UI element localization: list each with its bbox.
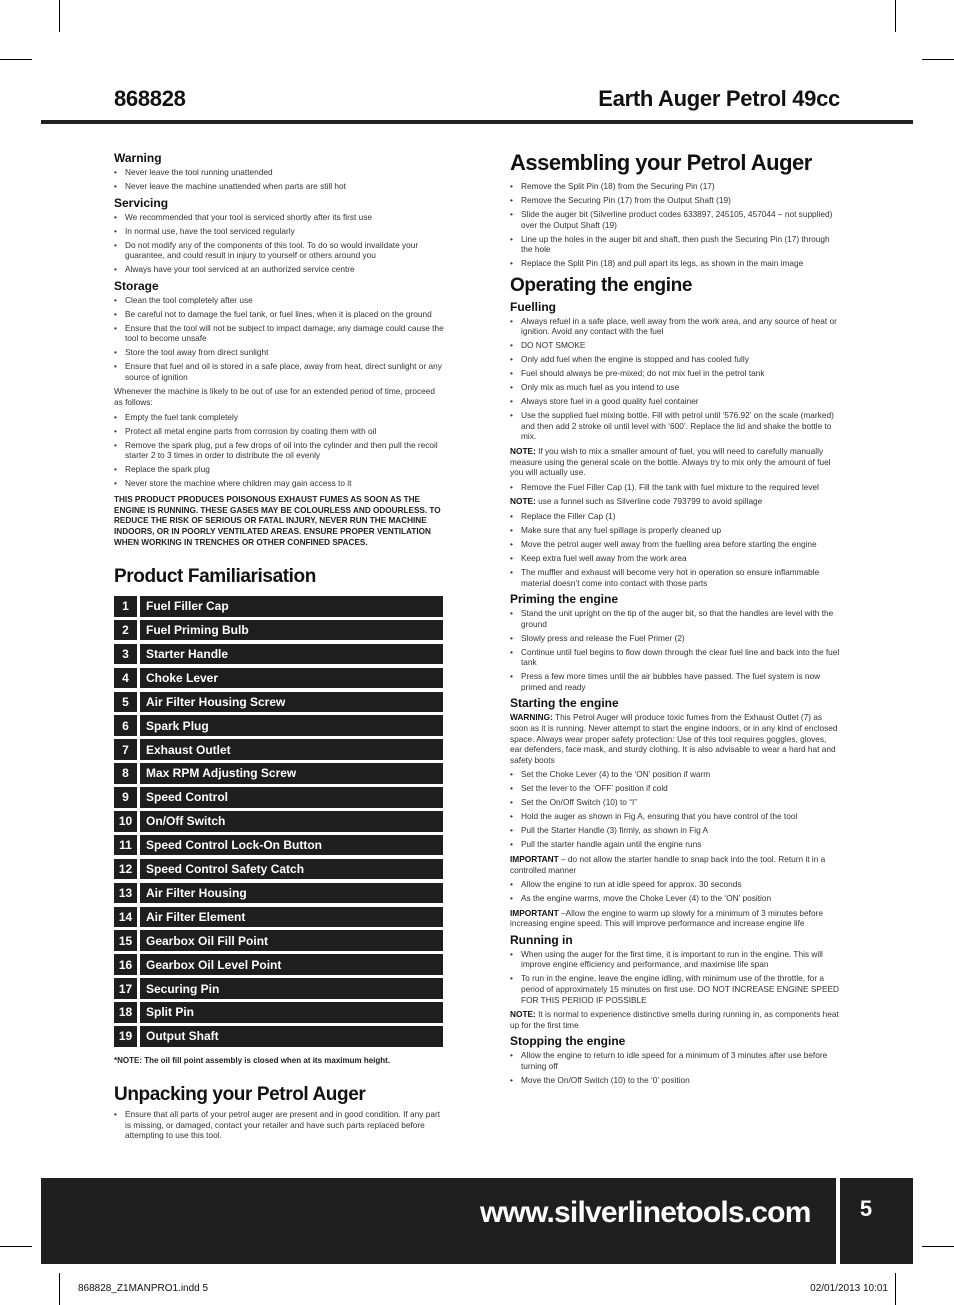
part-row	[114, 907, 443, 928]
storage-paragraph: Whenever the machine is likely to be out of use for an extended period of time, proceed as follows:	[114, 386, 435, 408]
part-row	[114, 930, 443, 951]
list-item: • Remove the Fuel Filler Cap (1). Fill the tank with fuel mixture to the required level	[510, 482, 840, 493]
list-item: • DO NOT SMOKE	[510, 340, 840, 351]
warning-text: This Petrol Auger will produce toxic fumes from the Exhaust Outlet (7) as soon as it is running. Never attempt to start the engine indoors, or in any kind of enclosed space. Always wear proper safety protection: Use of this tool requires goggles, gloves, ear defenders, face mask, and sturdy clothing. It is also advisable to wear a hard hat and safety boots	[510, 712, 838, 765]
priming-list	[510, 608, 840, 692]
list-item: • Protect all metal engine parts from corrosion by coating them with oil	[114, 426, 444, 437]
slug-date: 02/01/2013 10:01	[810, 1283, 888, 1294]
fuelling-note-2	[510, 496, 840, 507]
stopping-heading: Stopping the engine	[510, 1034, 626, 1049]
list-item: • Slowly press and release the Fuel Primer (2)	[510, 633, 840, 644]
list-item: • Ensure that the tool will not be subject to impact damage; any damage could cause the tool to become unsafe	[114, 323, 444, 344]
part-name: Starter Handle	[140, 644, 443, 665]
list-item: • Remove the spark plug, put a few drops of oil into the cylinder and then pull the recoil starter 2 to 3 times in order to distribute the oil evenly	[114, 440, 444, 461]
list-item: • To run in the engine, leave the engine idling, with minimum use of the throttle, for a period of approximately 15 minutes on first use. DO NOT INCREASE ENGINE SPEED FOR THIS PERIOD IF POSSIBLE	[510, 973, 840, 1005]
storage-list-2	[114, 412, 444, 489]
part-row	[114, 692, 443, 713]
part-number: 8	[114, 763, 137, 784]
part-name: Speed Control Safety Catch	[140, 859, 443, 880]
part-row	[114, 763, 443, 784]
list-item: • Keep extra fuel well away from the work area	[510, 553, 840, 564]
list-item: • Remove the Split Pin (18) from the Securing Pin (17)	[510, 181, 840, 192]
part-name: Choke Lever	[140, 668, 443, 689]
part-name: Exhaust Outlet	[140, 739, 443, 760]
familiarisation-heading: Product Familiarisation	[114, 566, 316, 587]
part-row	[114, 835, 443, 856]
list-item: • Only mix as much fuel as you intend to use	[510, 382, 840, 393]
starting-warning	[510, 712, 840, 765]
part-number: 14	[114, 907, 137, 928]
part-name: Securing Pin	[140, 978, 443, 999]
parts-list	[114, 596, 443, 1050]
starting-heading: Starting the engine	[510, 696, 619, 711]
important-text: –Allow the engine to warm up slowly for a minimum of 3 minutes before increasing engine speed. This will improve performance and increase engine life	[510, 907, 823, 929]
part-number: 3	[114, 644, 137, 665]
page-number: 5	[859, 1196, 873, 1221]
list-item: • Always have your tool serviced at an authorized service centre	[114, 264, 444, 275]
part-row	[114, 1002, 443, 1023]
part-row	[114, 859, 443, 880]
starting-list	[510, 769, 840, 850]
storage-list	[114, 295, 444, 383]
fuelling-list-2	[510, 482, 840, 493]
right-column	[510, 150, 840, 1090]
list-item: • Pull the Starter Handle (3) firmly, as shown in Fig A	[510, 825, 840, 836]
part-name: Air Filter Housing	[140, 883, 443, 904]
priming-heading: Priming the engine	[510, 592, 619, 607]
running-note	[510, 1009, 840, 1030]
part-number: 16	[114, 954, 137, 975]
part-number: 10	[114, 811, 137, 832]
servicing-list	[114, 212, 444, 275]
part-name: On/Off Switch	[140, 811, 443, 832]
list-item: • Always refuel in a safe place, well away from the work area, and any source of heat or ignition. Avoid any contact with the fuel	[510, 316, 840, 337]
list-item: • Replace the Filler Cap (1)	[510, 511, 840, 522]
list-item: • Set the On/Off Switch (10) to “I”	[510, 797, 840, 808]
starting-important-1	[510, 854, 840, 875]
running-list	[510, 949, 840, 1005]
list-item: • Set the lever to the ‘OFF’ position if cold	[510, 783, 840, 794]
unpacking-section	[114, 1084, 444, 1145]
fuelling-list-3	[510, 511, 840, 588]
website-url: www.silverlinetools.com	[480, 1196, 811, 1229]
crop-mark	[0, 1246, 32, 1247]
fuelling-note-1	[510, 446, 840, 478]
crop-mark	[922, 59, 954, 60]
list-item: • The muffler and exhaust will become very hot in operation so ensure inflammable material doesn’t come into contact with those parts	[510, 567, 840, 588]
part-row	[114, 954, 443, 975]
part-name: Max RPM Adjusting Screw	[140, 763, 443, 784]
part-number: 18	[114, 1002, 137, 1023]
familiarisation-note: *NOTE: The oil fill point assembly is closed when at its maximum height.	[114, 1056, 391, 1065]
list-item: • Be careful not to damage the fuel tank, or fuel lines, when it is placed on the ground	[114, 309, 444, 320]
fuelling-heading: Fuelling	[510, 299, 556, 314]
list-item: • We recommended that your tool is serviced shortly after its first use	[114, 212, 444, 223]
list-item: • Line up the holes in the auger bit and shaft, then push the Securing Pin (17) through the hole	[510, 234, 840, 255]
slug-file: 868828_Z1MANPRO1.indd 5	[78, 1283, 209, 1294]
starting-list-2	[510, 879, 840, 904]
part-number: 17	[114, 978, 137, 999]
stopping-list	[510, 1050, 840, 1085]
operating-heading: Operating the engine	[510, 274, 693, 296]
list-item: • Continue until fuel begins to flow down through the clear fuel line and back into the fuel tank	[510, 647, 840, 668]
list-item: • Clean the tool completely after use	[114, 295, 444, 306]
list-item: • Move the On/Off Switch (10) to the ‘0’ position	[510, 1075, 840, 1086]
part-row	[114, 620, 443, 641]
list-item: • Slide the auger bit (Silverline product codes 633897, 245105, 457044 – not supplied) over the Output Shaft (19)	[510, 209, 840, 230]
crop-mark	[59, 0, 60, 32]
list-item: • Allow the engine to run at idle speed for approx. 30 seconds	[510, 879, 840, 890]
assembling-heading: Assembling your Petrol Auger	[510, 150, 812, 175]
part-row	[114, 715, 443, 736]
part-number: 19	[114, 1026, 137, 1047]
important-text: – do not allow the starter handle to snap back into the tool. Return it in a controlled manner	[510, 853, 826, 875]
part-row	[114, 596, 443, 617]
part-name: Gearbox Oil Level Point	[140, 954, 443, 975]
warning-list	[114, 167, 444, 192]
part-name: Speed Control Lock-On Button	[140, 835, 443, 856]
part-name: Split Pin	[140, 1002, 443, 1023]
servicing-heading: Servicing	[114, 195, 169, 210]
warning-label: WARNING:	[510, 712, 553, 723]
part-row	[114, 811, 443, 832]
storage-heading: Storage	[114, 278, 159, 293]
list-item: • Stand the unit upright on the tip of the auger bit, so that the handles are level with the ground	[510, 608, 840, 629]
part-name: Fuel Priming Bulb	[140, 620, 443, 641]
warning-heading: Warning	[114, 151, 162, 165]
list-item: • Store the tool away from direct sunlight	[114, 347, 444, 358]
list-item: • Never leave the machine unattended when parts are still hot	[114, 181, 444, 192]
list-item: • Allow the engine to return to idle speed for a minimum of 3 minutes after use before turning off	[510, 1050, 840, 1071]
unpacking-list	[114, 1109, 444, 1141]
starting-important-2	[510, 908, 840, 929]
note-label: NOTE:	[510, 446, 536, 456]
part-name: Air Filter Element	[140, 907, 443, 928]
part-number: 7	[114, 739, 137, 760]
assembling-list	[510, 181, 840, 269]
part-number: 4	[114, 668, 137, 689]
list-item: • Press a few more times until the air bubbles have passed. The fuel system is now primed and ready	[510, 671, 840, 692]
part-row	[114, 787, 443, 808]
unpacking-heading: Unpacking your Petrol Auger	[114, 1084, 366, 1105]
part-row	[114, 978, 443, 999]
list-item: • Move the petrol auger well away from the fuelling area before starting the engine	[510, 539, 840, 550]
part-name: Speed Control	[140, 787, 443, 808]
list-item: • Set the Choke Lever (4) to the ‘ON’ position if warm	[510, 769, 840, 780]
part-number: 15	[114, 930, 137, 951]
list-item: • Empty the fuel tank completely	[114, 412, 444, 423]
list-item: • Ensure that fuel and oil is stored in a safe place, away from heat, direct sunlight or any source of ignition	[114, 361, 444, 382]
note-text: use a funnel such as Silverline code 793799 to avoid spillage	[535, 496, 763, 507]
left-column	[114, 151, 444, 549]
list-item: • Fuel should always be pre-mixed; do not mix fuel in the petrol tank	[510, 368, 840, 379]
part-name: Fuel Filler Cap	[140, 596, 443, 617]
part-row	[114, 1026, 443, 1047]
list-item: • Ensure that all parts of your petrol auger are present and in good condition. If any part is missing, or damaged, contact your retailer and have such parts replaced before attempting to use this tool.	[114, 1109, 444, 1141]
part-number: 13	[114, 883, 137, 904]
header-rule	[41, 120, 913, 124]
part-name: Gearbox Oil Fill Point	[140, 930, 443, 951]
product-title: Earth Auger Petrol 49cc	[598, 86, 840, 111]
list-item: • Replace the Split Pin (18) and pull apart its legs, as shown in the main image	[510, 258, 840, 269]
part-number: 5	[114, 692, 137, 713]
part-row	[114, 883, 443, 904]
list-item: • Do not modify any of the components of this tool. To do so would invalidate your guarantee, and could result in injury to yourself or others around you	[114, 240, 444, 261]
part-row	[114, 668, 443, 689]
note-label: NOTE:	[510, 1009, 536, 1020]
part-number: 6	[114, 715, 137, 736]
part-number: 2	[114, 620, 137, 641]
list-item: • Hold the auger as shown in Fig A, ensuring that you have control of the tool	[510, 811, 840, 822]
part-name: Spark Plug	[140, 715, 443, 736]
part-number: 11	[114, 835, 137, 856]
note-label: NOTE:	[510, 496, 536, 507]
crop-mark	[0, 59, 32, 60]
crop-mark	[895, 0, 896, 32]
list-item: • Only add fuel when the engine is stopped and has cooled fully	[510, 354, 840, 365]
list-item: • Make sure that any fuel spillage is properly cleaned up	[510, 525, 840, 536]
model-number: 868828	[114, 86, 186, 111]
part-number: 12	[114, 859, 137, 880]
list-item: • Always store fuel in a good quality fuel container	[510, 396, 840, 407]
crop-mark	[895, 1273, 896, 1305]
crop-mark	[922, 1246, 954, 1247]
running-heading: Running in	[510, 932, 573, 947]
list-item: • Never leave the tool running unattended	[114, 167, 444, 178]
important-label: IMPORTANT	[510, 853, 559, 864]
list-item: • In normal use, have the tool serviced regularly	[114, 226, 444, 237]
list-item: • As the engine warms, move the Choke Lever (4) to the ‘ON’ position	[510, 893, 840, 904]
part-name: Air Filter Housing Screw	[140, 692, 443, 713]
part-number: 9	[114, 787, 137, 808]
list-item: • Replace the spark plug	[114, 464, 444, 475]
crop-mark	[59, 1273, 60, 1305]
note-text: It is normal to experience distinctive smells during running in, as components heat up for the first time	[510, 1009, 839, 1030]
list-item: • Never store the machine where children may gain access to it	[114, 478, 444, 489]
part-row	[114, 739, 443, 760]
list-item: • Use the supplied fuel mixing bottle. Fill with petrol until ‘576.92’ on the scale (marked) and then add 2 stroke oil until level with ‘600’. Replace the lid and shake the bottle to mix.	[510, 410, 840, 442]
fuelling-list	[510, 316, 840, 442]
part-row	[114, 644, 443, 665]
list-item: • When using the auger for the first time, it is important to run in the engine. This will improve engine efficiency and performance, and maximise life span	[510, 949, 840, 970]
note-text: If you wish to mix a smaller amount of fuel, you will need to carefully manually measure using the general scale on the bottle. Always try to mix only the amount of fuel you will actually use.	[510, 446, 831, 478]
important-label: IMPORTANT	[510, 907, 559, 918]
part-number: 1	[114, 596, 137, 617]
part-name: Output Shaft	[140, 1026, 443, 1047]
list-item: • Pull the starter handle again until the engine runs	[510, 839, 840, 850]
list-item: • Remove the Securing Pin (17) from the Output Shaft (19)	[510, 195, 840, 206]
exhaust-warning: THIS PRODUCT PRODUCES POISONOUS EXHAUST FUMES AS SOON AS THE ENGINE IS RUNNING. THESE GASES MAY BE COLOURLESS AND ODOURLESS. TO REDUCE THE RISK OF SERIOUS OR FATAL INJURY, NEVER RUN THE MACHINE INDOORS, OR IN POORLY VENTILATED AREAS. ENSURE PROPER VENTILATION WHEN WORKING IN TRENCHES OR OTHER CONFINED SPACES.	[114, 494, 441, 547]
